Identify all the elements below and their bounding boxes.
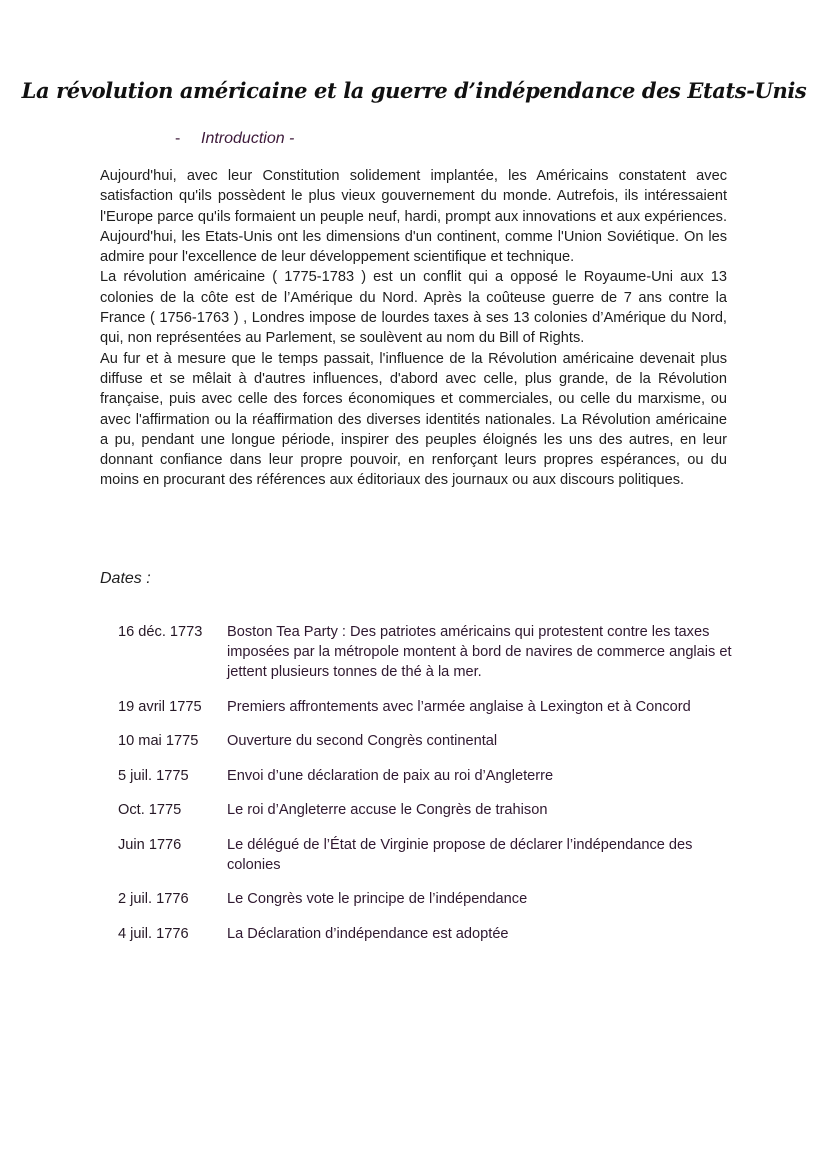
timeline-item bbox=[118, 800, 738, 820]
event-description: Le délégué de l’État de Virginie propose de déclarer l’indépendance des colonies bbox=[227, 836, 693, 873]
event-date: 4 juil. 1776 bbox=[118, 925, 189, 942]
timeline-item bbox=[118, 835, 738, 875]
paragraph-2: La révolution américaine ( 1775-1783 ) est un conflit qui a opposé le Royaume-Uni aux 13 colonies de la côte est de l’Amérique du Nord. Après la coûteuse guerre de 7 ans contre la France ( 1756-1763 ) , Londres impose de lourdes taxes à ses 13 colonies d’Amérique du Nord, qui, non représentées au Parlement, se soulèvent au nom du Bill of Rights. bbox=[100, 269, 727, 347]
event-description: Envoi d’une déclaration de paix au roi d’Angleterre bbox=[227, 767, 554, 784]
event-date: Juin 1776 bbox=[118, 836, 182, 853]
event-date: 16 déc. 1773 bbox=[118, 624, 203, 640]
event-description: Le roi d’Angleterre accuse le Congrès de trahison bbox=[227, 802, 548, 818]
event-description: Le Congrès vote le principe de l’indépendance bbox=[227, 891, 528, 907]
timeline-item bbox=[118, 697, 738, 717]
document-title: La révolution américaine et la guerre d’indépendance des Etats-Unis bbox=[21, 78, 807, 103]
intro-heading-label: Introduction - bbox=[201, 130, 295, 147]
dates-heading: Dates : bbox=[100, 570, 151, 587]
event-date: 5 juil. 1775 bbox=[118, 767, 189, 784]
event-date: 2 juil. 1776 bbox=[118, 891, 189, 907]
event-date: 10 mai 1775 bbox=[118, 733, 199, 749]
event-description: Boston Tea Party : Des patriotes américains qui protestent contre les taxes imposées par la métropole montent à bord de navires de commerce anglais et jettent plusieurs tonnes de thé à la mer. bbox=[227, 624, 732, 680]
event-date: Oct. 1775 bbox=[118, 802, 182, 818]
bullet-dash: - bbox=[175, 130, 181, 147]
timeline-item bbox=[118, 766, 738, 786]
timeline-item bbox=[118, 731, 738, 751]
event-description: La Déclaration d’indépendance est adoptée bbox=[227, 925, 509, 942]
timeline-item bbox=[118, 889, 738, 909]
event-description: Premiers affrontements avec l’armée anglaise à Lexington et à Concord bbox=[227, 698, 691, 715]
timeline-item bbox=[118, 924, 738, 944]
event-description: Ouverture du second Congrès continental bbox=[227, 733, 498, 749]
timeline-item bbox=[118, 622, 738, 682]
paragraph-3: Au fur et à mesure que le temps passait, l'influence de la Révolution américaine devenait plus diffuse et se mêlait à d'autres influences, d'abord avec celle, plus grande, de la Révolution française, puis avec celle des forces économiques et commerciales, ou celle du marxisme, ou avec l'affirmation ou la réaffirmation des diverses identités nationales. La Révolution américaine a pu, pendant une longue période, inspirer des peuples éloignés les uns des autres, en leur donnant confiance dans leur propre pouvoir, en renforçant leurs propres espérances, ou du moins en procurant des références aux éditoriaux des journaux ou aux discours politiques. bbox=[100, 350, 727, 489]
intro-heading bbox=[175, 130, 294, 148]
paragraph-1: Aujourd'hui, avec leur Constitution solidement implantée, les Américains constatent avec satisfaction qu'ils possèdent le plus vieux gouvernement du monde. Autrefois, ils intéressaient l'Europe parce qu'ils formaient un peuple neuf, hardi, prompt aux innovations et aux expériences. Aujourd'hui, les Etats-Unis ont les dimensions d'un continent, comme l'Union Soviétique. On les admire pour l'excellence de leur développement scientifique et technique. bbox=[100, 168, 727, 266]
intro-body bbox=[100, 166, 727, 491]
event-date: 19 avril 1775 bbox=[118, 698, 202, 715]
timeline-list bbox=[118, 622, 738, 958]
